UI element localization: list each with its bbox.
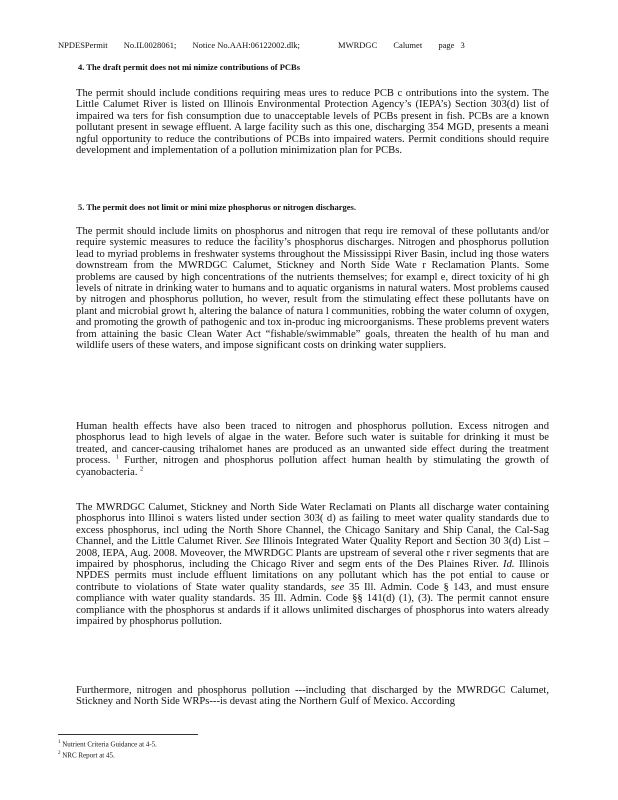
citation-see-1: See: [245, 536, 260, 548]
citation-see-2: see: [330, 581, 345, 593]
footnote-2: [58, 751, 115, 759]
section-5-paragraph-3: [76, 502, 549, 627]
header-notice: Notice No.AAH:06122002.dlk;: [192, 40, 300, 50]
header-agency: MWRDGC: [338, 40, 378, 50]
paragraph-2-text-b: Further, nitrogen and phosphorus pollution affect human health by stimulating the growth of cyanobacteria.: [76, 455, 550, 478]
footnote-divider: [58, 734, 198, 735]
page-header: [58, 40, 578, 50]
section-5-paragraph-1: The permit should include limits on phosphorus and nitrogen that requ ire removal of these pollutants and/or require systemic measures to reduce the facility’s phosphorus discharges. Nitrogen and phosphorus pollution lead to myriad problems in freshwater systems throughout the Mississippi River Basin, includ ing those waters downstream from the MWRDGC Calumet, Stickney and North Side Wate r Reclamation Plants. Some problems are caused by high concentrations of the nutrients themselves; for exampl e, direct toxicity of hi gh levels of nitrate in drinking water to humans and to aquatic organisms in natural waters. Most problems caused by nitrogen and phosphorus pollution, ho wever, result from the stimulating effect these pollutants have on plant and microbial growt h, altering the balance of natura l communities, robbing the water column of oxygen, and promoting the growth of pathogenic and tox in-produc ing microorganisms. These problems prevent waters from attaining the basic Clean Water Act “fishable/swimmable” goals, threaten the health of hu man and wildlife users of these waters, and impose significant costs on drinking water suppliers.: [76, 226, 549, 352]
footnote-2-mark: 2: [58, 751, 61, 756]
paragraph-3-text-b: Illinois Integrated Water Quality Report and Section 30 3(d) List – 2008, IEPA, Aug. 2008. Moveover, the MWRDGC Plants are upstream of several othe r river segments that are impaired by phosphorus, including the Chicago River and segm ents of the Des Plaines River.: [76, 536, 549, 571]
footnote-1-text: Nutrient Criteria Guidance at 4-5.: [62, 740, 157, 749]
header-permit-number: No.IL0028061;: [123, 40, 177, 50]
section-5-heading: 5. The permit does not limit or mini mize phosphorus or nitrogen discharges.: [78, 202, 356, 212]
header-permit: NPDESPermit: [58, 40, 108, 50]
paragraph-3-text-d: 35 Ill. Admin. Code § 143, and must ensure compliance with water quality standards. 35 Ill. Admin. Code §§ 141(d) (1), (3). The permit cannot ensure compliance with the phosphorus st andards if it allows unlimited discharges of phosphorus into waters already impaired by phosphorus pollution.: [76, 581, 549, 628]
header-plant: Calumet: [393, 40, 423, 50]
section-5-paragraph-2: [76, 421, 549, 478]
paragraph-3-text-a: The MWRDGC Calumet, Stickney and North Side Water Reclamati on Plants all discharge water containing phosphorus into Illinoi s waters listed under section 303( d) as failing to meet water quality standards due to excess phosphorus, incl uding the North Shore Channel, the Chicago Sanitary and Ship Canal, the Cal-Sag Channel, and the Little Calumet River.: [76, 502, 549, 548]
header-page-label: page: [438, 40, 455, 50]
footnote-1: [58, 740, 157, 748]
section-4-heading: 4. The draft permit does not mi nimize contributions of PCBs: [78, 62, 301, 72]
section-5-paragraph-4: Furthermore, nitrogen and phosphorus pollution ---including that discharged by the MWRDGC Calumet, Stickney and North Side WRPs---is devast ating the Northern Gulf of Mexico. According: [76, 685, 549, 708]
section-4-paragraph: The permit should include conditions requiring meas ures to reduce PCB c ontributions into the system. The Little Calumet River is listed on Illinois Environmental Protection Agency’s (IEPA’s) Section 303(d) list of impaired wa ters for fish consumption due to unacceptable levels of PCBs present in fish. PCBs are a known pollutant present in sewage effluent. A large facility such as this one, discharging 354 MGD, presents a meani ngful opportunity to reduce the contributions of PCBs into impaired waters. Permit conditions should require development and implementation of a pollution minimization plan for PCBs.: [76, 88, 549, 157]
header-page-number: 3: [460, 40, 465, 50]
footnote-1-mark: 1: [58, 740, 61, 745]
citation-id: Id.: [503, 559, 515, 571]
footnote-ref-2: 2: [140, 466, 144, 473]
paragraph-3-text-c: Illinois NPDES permits must include effluent limitations on any pollutant which has the pot ential to cause or contribute to violations of State water quality standards,: [76, 559, 549, 593]
footnote-2-text: NRC Report at 45.: [62, 751, 115, 760]
paragraph-2-text-a: Human health effects have also been traced to nitrogen and phosphorus pollution. Excess nitrogen and phosphorus lead to high levels of algae in the water. Before such water is suitable for drinking it must be treated, and cancer-causing trihalomet hanes are produced as an unwanted side effect during the treatment process.: [76, 421, 549, 467]
footnote-ref-1: 1: [115, 454, 119, 461]
